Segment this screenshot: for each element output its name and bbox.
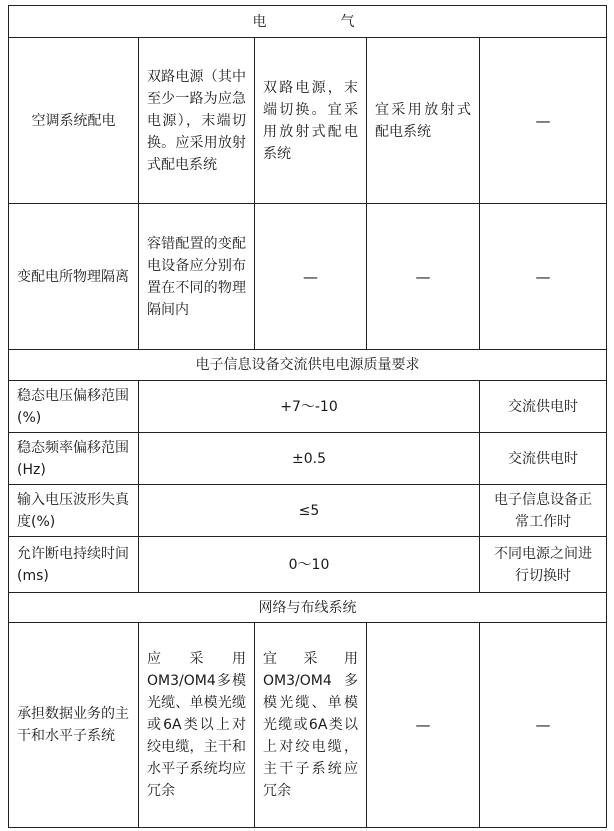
section-row-network xyxy=(9,593,607,623)
item-label: 空调系统配电 xyxy=(9,38,139,204)
cell-level-b: 双路电源，末端切换。宜采用放射式配电系统 xyxy=(255,38,367,204)
requirement-value: 0～10 xyxy=(139,537,480,593)
cell-level-d: — xyxy=(480,623,607,828)
cell-level-a: 双路电源（其中至少一路为应急电源），末端切换。应采用放射式配电系统 xyxy=(139,38,255,204)
cell-level-b: — xyxy=(255,204,367,350)
item-label: 变配电所物理隔离 xyxy=(9,204,139,350)
cell-level-d: — xyxy=(480,38,607,204)
table-row xyxy=(9,485,607,537)
section-title-electrical: 电 气 xyxy=(9,6,607,38)
table-row xyxy=(9,537,607,593)
item-label: 输入电压波形失真度(%) xyxy=(9,485,139,537)
table-row xyxy=(9,381,607,433)
requirement-value: ±0.5 xyxy=(139,433,480,485)
condition-note: 不同电源之间进行切换时 xyxy=(480,537,607,593)
table-row xyxy=(9,623,607,828)
cell-level-c: 宜采用放射式配电系统 xyxy=(367,38,480,204)
requirement-value: ≤5 xyxy=(139,485,480,537)
condition-note: 电子信息设备正常工作时 xyxy=(480,485,607,537)
condition-note: 交流供电时 xyxy=(480,381,607,433)
cell-level-c: — xyxy=(367,623,480,828)
cell-level-d: — xyxy=(480,204,607,350)
section-title-network: 网络与布线系统 xyxy=(9,593,607,623)
section-row-power-quality xyxy=(9,350,607,381)
table-row xyxy=(9,433,607,485)
requirements-table xyxy=(8,5,607,828)
item-label: 稳态电压偏移范围(%) xyxy=(9,381,139,433)
table-row xyxy=(9,204,607,350)
cell-level-a: 容错配置的变配电设备应分别布置在不同的物理隔间内 xyxy=(139,204,255,350)
section-title-power-quality: 电子信息设备交流供电电源质量要求 xyxy=(9,350,607,381)
item-label: 允许断电持续时间(ms) xyxy=(9,537,139,593)
table-row xyxy=(9,38,607,204)
item-label: 承担数据业务的主干和水平子系统 xyxy=(9,623,139,828)
requirement-value: +7～-10 xyxy=(139,381,480,433)
cell-level-a: 应采用OM3/OM4多模光缆、单模光缆或6A类以上对绞电缆，主干和水平子系统均应冗余 xyxy=(139,623,255,828)
item-label: 稳态频率偏移范围(Hz) xyxy=(9,433,139,485)
cell-level-b: 宜采用OM3/OM4多模光缆、单模光缆或6A类以上对绞电缆，主干子系统应冗余 xyxy=(255,623,367,828)
cell-level-c: — xyxy=(367,204,480,350)
section-row-electrical xyxy=(9,6,607,38)
condition-note: 交流供电时 xyxy=(480,433,607,485)
